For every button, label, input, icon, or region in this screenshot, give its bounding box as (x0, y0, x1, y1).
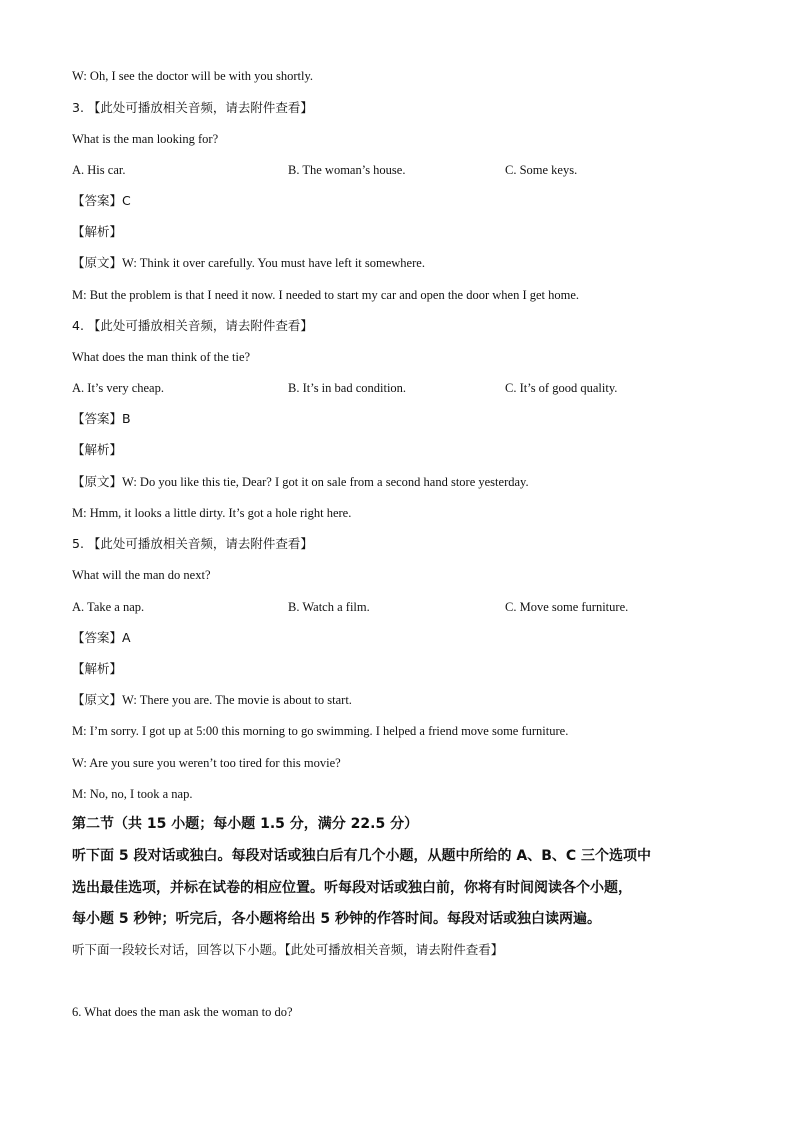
question-4-text: What does the man think of the tie? (72, 350, 251, 364)
question-6-text: 6. What does the man ask the woman to do? (72, 1005, 293, 1019)
q4-original-text-1: 【原文】W: Do you like this tie, Dear? I got it on sale from a second hand store yesterday. (72, 475, 529, 489)
question-5-heading: 5. 【此处可播放相关音频，请去附件查看】 (72, 536, 313, 551)
question-3-heading: 3. 【此处可播放相关音频，请去附件查看】 (72, 100, 313, 115)
q4-option-a: A. It’s very cheap. (72, 381, 164, 395)
q5-original-text-4: M: No, no, I took a nap. (72, 787, 193, 801)
q3-analysis-label: 【解析】 (72, 224, 123, 239)
question-4-heading: 4. 【此处可播放相关音频，请去附件查看】 (72, 318, 313, 333)
q5-analysis-label: 【解析】 (72, 661, 123, 676)
q4-analysis-label: 【解析】 (72, 442, 123, 457)
q3-option-a: A. His car. (72, 163, 126, 177)
dialog-intro: 听下面一段较长对话，回答以下小题。【此处可播放相关音频，请去附件查看】 (72, 942, 504, 957)
q4-option-c: C. It’s of good quality. (505, 381, 618, 395)
section-2-title: 第二节（共 15 小题；每小题 1.5 分，满分 22.5 分） (72, 816, 419, 832)
q4-original-text-2: M: Hmm, it looks a little dirty. It’s got a hole right here. (72, 506, 352, 520)
q3-original-text-1: 【原文】W: Think it over carefully. You must have left it somewhere. (72, 256, 425, 270)
q5-original-text-1: 【原文】W: There you are. The movie is about to start. (72, 693, 352, 707)
question-3-text: What is the man looking for? (72, 132, 219, 146)
q4-option-b: B. It’s in bad condition. (288, 381, 407, 395)
section-2-instruction-2: 选出最佳选项，并标在试卷的相应位置。听每段对话或独白前，你将有时间阅读各个小题， (72, 880, 632, 896)
q5-original-text-3: W: Are you sure you weren’t too tired for this movie? (72, 756, 341, 770)
q3-original-text-2: M: But the problem is that I need it now. I needed to start my car and open the door when I get home. (72, 288, 580, 302)
q5-option-a: A. Take a nap. (72, 600, 145, 614)
section-2-instruction-1: 听下面 5 段对话或独白。每段对话或独白后有几个小题，从题中所给的 A、B、C 三个选项中 (72, 848, 652, 864)
q3-option-b: B. The woman’s house. (288, 163, 406, 177)
q4-answer: 【答案】B (72, 411, 131, 426)
question-5-text: What will the man do next? (72, 568, 211, 582)
dialog-line: W: Oh, I see the doctor will be with you shortly. (72, 69, 314, 83)
q5-answer: 【答案】A (72, 630, 131, 645)
q3-option-c: C. Some keys. (505, 163, 578, 177)
q5-option-b: B. Watch a film. (288, 600, 370, 614)
q5-option-c: C. Move some furniture. (505, 600, 629, 614)
q3-answer: 【答案】C (72, 193, 131, 208)
q5-original-text-2: M: I’m sorry. I got up at 5:00 this morning to go swimming. I helped a friend move some furniture. (72, 724, 569, 738)
section-2-instruction-3: 每小题 5 秒钟；听完后，各小题将给出 5 秒钟的作答时间。每段对话或独白读两遍。 (72, 911, 601, 927)
